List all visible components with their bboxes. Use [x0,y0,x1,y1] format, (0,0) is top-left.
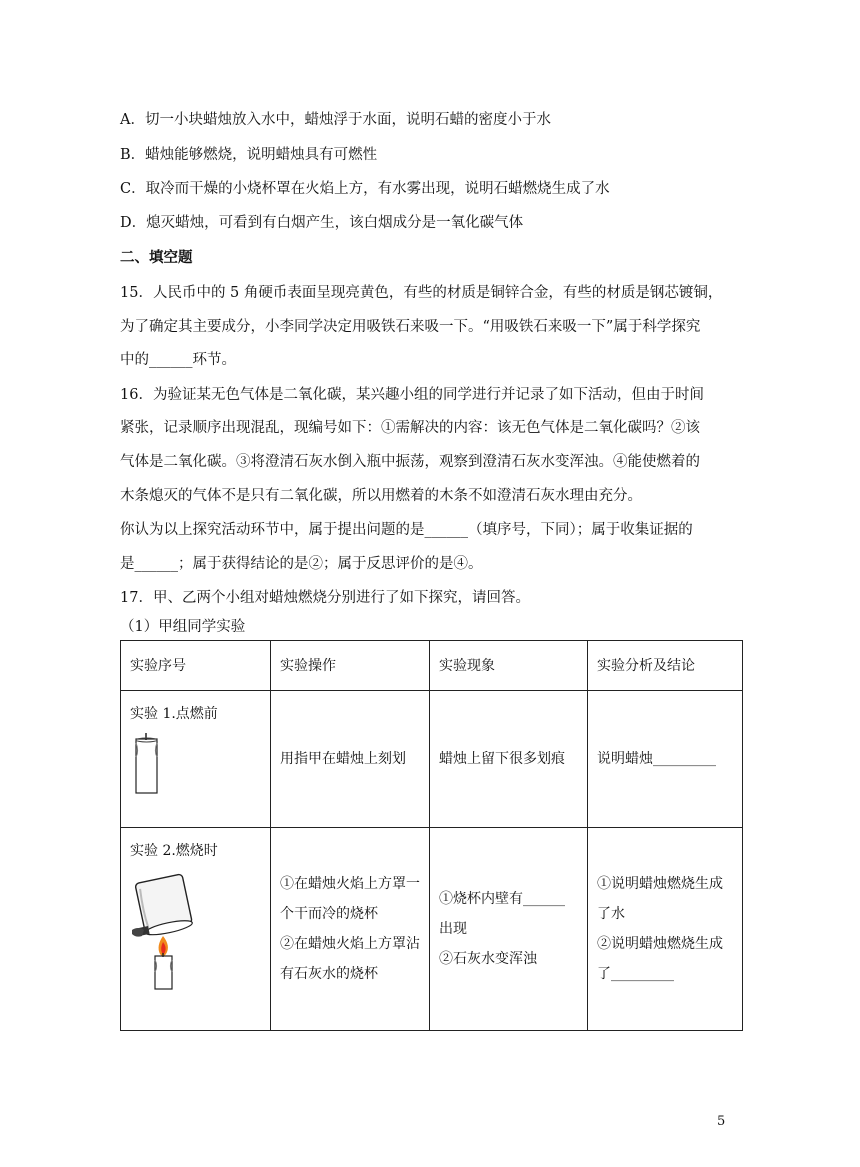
experiment-2-operation [271,828,430,1031]
q16-line-5: 你认为以上探究活动环节中，属于提出问题的是______（填序号，下同）；属于收集证据的 [120,522,693,538]
experiment-2-conclusion [588,828,743,1031]
experiment-2-phenomenon-2: ②石灰水变浑浊 [439,951,537,967]
q17-line-1: 17．甲、乙两个小组对蜡烛燃烧分别进行了如下探究，请回答。 [120,590,530,606]
experiment-1-cell [121,691,271,828]
q16-line-4: 木条熄灭的气体不是只有二氧化碳，所以用燃着的木条不如澄清石灰水理由充分。 [120,488,642,504]
table-header-row [121,641,743,691]
q17-subheading: （1）甲组同学实验 [120,619,246,635]
q15-line-3: 中的______环节。 [120,352,236,368]
experiment-2-cell [121,828,271,1031]
q15-line-2: 为了确定其主要成分，小李同学决定用吸铁石来吸一下。“用吸铁石来吸一下”属于科学探究 [120,319,701,335]
experiment-2-phenomenon [430,828,588,1031]
burning-candle-beaker-icon [130,870,200,990]
experiment-2-conclusion-1: ①说明蜡烛燃烧生成了水 [597,876,723,922]
q15-line-1: 15．人民币中的 5 角硬币表面呈现亮黄色，有些的材质是铜锌合金，有些的材质是钢芯镀铜， [120,285,723,301]
table-header-cell: 实验操作 [271,641,430,691]
experiment-2-operation-2: ②在蜡烛火焰上方罩沾有石灰水的烧杯 [280,936,420,982]
table-row [121,828,743,1031]
section-heading: 二、填空题 [120,249,193,266]
q16-line-2: 紧张，记录顺序出现混乱，现编号如下：①需解决的内容：该无色气体是二氧化碳吗？②该 [120,420,700,436]
unlit-candle-icon [130,733,170,795]
experiment-1-conclusion: 说明蜡烛_________ [588,691,743,828]
q16-line-6: 是______；属于获得结论的是②；属于反思评价的是④。 [120,556,483,572]
experiment-1-operation: 用指甲在蜡烛上刻划 [271,691,430,828]
experiment-1-phenomenon: 蜡烛上留下很多划痕 [430,691,588,828]
option-c: C．取冷而干燥的小烧杯罩在火焰上方，有水雾出现，说明石蜡燃烧生成了水 [120,181,610,197]
experiment-2-label: 实验 2.燃烧时 [130,843,218,859]
q16-line-1: 16．为验证某无色气体是二氧化碳，某兴趣小组的同学进行并记录了如下活动，但由于时间 [120,387,704,403]
table-row [121,691,743,828]
experiment-1-label: 实验 1.点燃前 [130,706,218,722]
experiment-2-conclusion-2: ②说明蜡烛燃烧生成了_________ [597,936,723,982]
table-header-cell: 实验序号 [121,641,271,691]
option-a: A．切一小块蜡烛放入水中，蜡烛浮于水面，说明石蜡的密度小于水 [120,112,551,128]
option-d: D．熄灭蜡烛，可看到有白烟产生，该白烟成分是一氧化碳气体 [120,215,524,231]
page-number: 5 [717,1114,726,1129]
experiment-table [120,640,743,1031]
table-header-cell: 实验现象 [430,641,588,691]
experiment-2-operation-1: ①在蜡烛火焰上方罩一个干而冷的烧杯 [280,876,420,922]
q16-line-3: 气体是二氧化碳。③将澄清石灰水倒入瓶中振荡，观察到澄清石灰水变浑浊。④能使燃着的 [120,454,700,470]
option-b: B．蜡烛能够燃烧，说明蜡烛具有可燃性 [120,147,378,163]
table-header-cell: 实验分析及结论 [588,641,743,691]
experiment-2-phenomenon-1: ①烧杯内壁有______出现 [439,891,565,937]
